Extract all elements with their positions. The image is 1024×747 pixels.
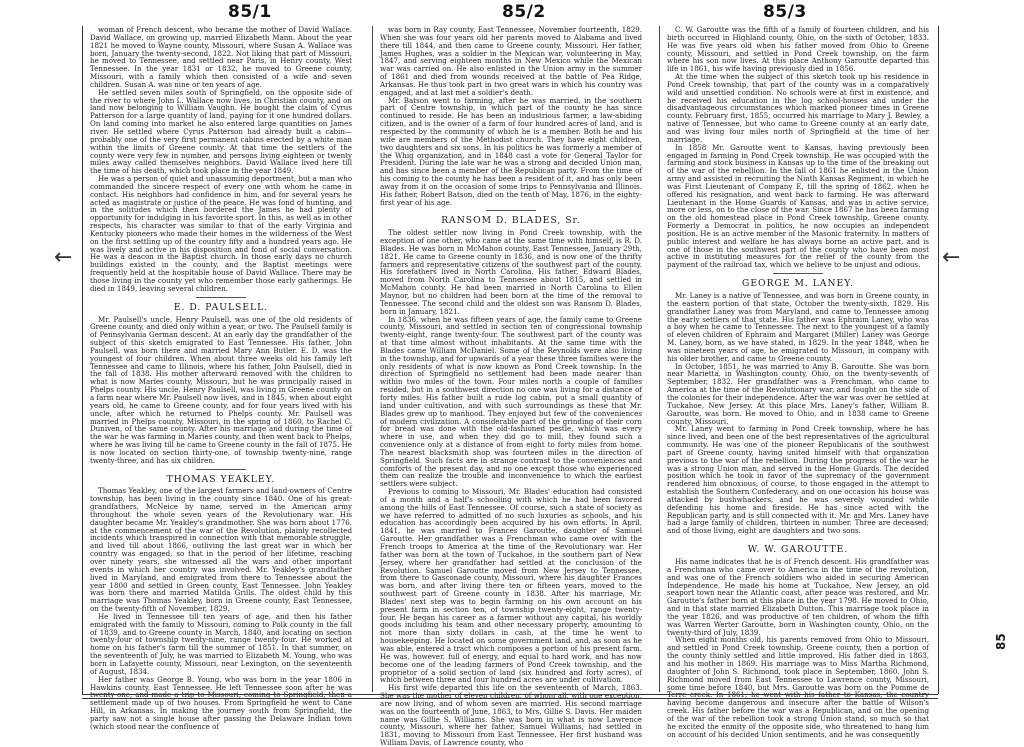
paragraph: Her father was George B. Young, who was born in the year 1806 in Hawkins county, East Tennessee. He left Tennessee soon after he was twenty-one, and made a trip to Missouri, coming to Springfield, then a settlement made up of two houses. From Springfield he went to Cane Hill, in Arkansas. In making the journey south from Springfield, the party saw not a single house after passing the Delaware Indian town (which stood near the confluence of bbox=[90, 674, 352, 731]
column-divider-1 bbox=[372, 26, 373, 692]
section-heading: GEORGE M. LANEY. bbox=[742, 278, 854, 290]
paragraph: was born in Ray county, East Tennessee, November fourteenth, 1829. When she was four years old her parents moved to Alabama and lived there till 1844, and then came to Greene county, Missouri. Her father, James Hughes, was a soldier in the Mexican war, volunteering in May, 1847, and serving eighteen months in New Mexico while the Mexican war was carried on. He also enlisted in the Union army in the summer of 1861 and died from wounds received at the battle of Pea Ridge, Arkansas. He thus took part in two great wars in which his country was engaged, and at last met a soldier's death. bbox=[380, 25, 642, 97]
page-number-left: 85/1 bbox=[228, 2, 272, 22]
page-number-right: 85/3 bbox=[763, 2, 807, 22]
paragraph: In 1858 Mr. Garoutte went to Kansas, having previously been engaged in farming in Pond Creek township. He was occupied with the farming and stock business in Kansas up to the time of the breaking out of the war of the rebellion. In the fall of 1861 he enlisted in the Union army and assisted in recruiting the Ninth Kansas Regiment, in which he was First Lieutenant of Company E, till the spring of 1862, when he offered his resignation, and went back to farming. He was afterward Lieutenant in the Home Guards of Kansas, and was in active service, more or less, on to the close of the war. Since 1867 he has been farming on the old homestead place in Pond Creek township, Greene county. Formerly a Democrat in politics, he now occupies an independent position. He is an active member of the Masonic fraternity. In matters of public interest and welfare he has always borne an active part, and is one of those in the southwest part of the county who have been most active in instituting measures for the relief of the county from the payment of the railroad tax, which we believe to be unjust and odious. bbox=[667, 142, 929, 270]
section-heading: THOMAS YEAKLEY. bbox=[166, 473, 276, 485]
paragraph: His first wife departed this life on the seventeenth of March, 1863. She was the mother of eleven children, of whom all, with one exception, are now living, and of whom seven are married. His second marriage was on the fourteenth of June, 1863, to Mrs. Gillie S. Davis. Her maiden name was Gillie S. Williams. She was born in what is now Lawrence county, Missouri, where her father, Samuel Williams, had settled in 1831, moving to Missouri from East Tennessee. Her first husband was William Davis, of Lawrence county, who bbox=[380, 683, 642, 747]
section-divider bbox=[486, 210, 536, 211]
section-divider bbox=[773, 539, 823, 540]
section-heading: E. D. PAULSELL. bbox=[173, 301, 269, 313]
side-page-number: 85 bbox=[994, 633, 1008, 650]
page-number-middle: 85/2 bbox=[502, 2, 546, 22]
section-heading: W. W. GAROUTTE. bbox=[747, 544, 849, 556]
paragraph: Mr. Laney went to farming in Pond Creek township, where he has since lived, and been one of the best representatives of the agricultural community. He was one of the pioneer Republicans of the southwest part of Greene county, having united himself with that organization previous to the war of the rebellion. During the progress of the war he was a strong Union man, and served in the Home Guards. The decided position which he took in favor of the supremacy of the government rendered him obnoxious, of course, to those engaged in the attempt to establish the Southern Confederacy, and on one occasion his house was attacked by bushwhackers, and he was severely wounded while defending his home and fireside. He has since acted with the Republican party, and is still connected with it. Mr. and Mrs. Laney have had a large family of children, thirteen in number. Three are deceased; and of those living, eight are daughters and two sons. bbox=[667, 424, 929, 536]
column-divider-2 bbox=[659, 26, 660, 692]
paragraph: woman of French descent, who became the mother of David Wallace. David Wallace, on growing up, married Elizabeth Mann. About the year 1821 he moved to Wayne county, Missouri, where Susan A. Wallace was born, January the twenty-second, 1822. Not liking that part of Missouri, he moved to Tennessee, and settled near Paris, in Henry county, West Tennessee. In the year 1831 or 1832, he moved to Greene county, Missouri, with a family which then consisted of a wife and seven children. Susan A. was nine or ten years of age. bbox=[90, 25, 352, 89]
paragraph: He lived in Tennessee till ten years of age, and then his father emigrated with the family to Missouri, coming to Polk county in the fall of 1839, and to Greene county in March, 1840, and locating on section twenty-four of township twenty-nine, range twenty-four. He worked at home on his father's farm till the summer of 1851. In that summer, on the seventeenth of July, he was married to Elizabeth M. Young, who was born in Lafayette county, Missouri, near Lexington, on the seventeenth of August, 1834. bbox=[90, 611, 352, 676]
left-arrow-icon: ← bbox=[54, 245, 73, 270]
paragraph: Mr. Paulsell's uncle, Henry Paulsell, was one of the old residents of Greene county, and died only within a year, or two. The Paulsell family is of Pennsylvania German descent. At an early day the grandfather of the subject of this sketch emigrated to East Tennessee. His father, John Paulsell, was born there and married Mary Ann Butler. E. D. was the youngest of four children. When about three weeks old his family left Tennessee and came to Illinois, where his father, John Paulsell, died in the fall of 1838. His mother afterward removed with the children to what is now Maries county, Missouri, but he was principally raised in Phelps county. His uncle, Henry Paulsell, was living in Greene county on a farm near where Mr. Paulsell now lives, and in 1845, when about eight years old, he came to Greene county, and for four years lived with his uncle, after which he returned to Phelps county. Mr. Paulsell was married in Phelps county, Missouri, in the spring of 1860, to Rachel C. Duniven, of the same county. After his marriage and during the time of the war he was farming in Maries county, and then went back to Phelps, where he was living till he came to Greene county in the fall of 1875. He is now located on section thirty-one, of township twenty-nine, range twenty-three, and has six children. bbox=[90, 314, 352, 465]
paragraph: He settled seven miles south of Springfield, on the opposite side of the river to where John L. Wallace now lives, in Christian county, and on land now belonging to William Vaughn. He bought the claim of Cyrus Patterson for a large quantity of land, paying for it one hundred dollars. On land coming into market he also entered large quantities on James river. He settled where Cyrus Patterson had already built a cabin—probably one of the very first permanent cabins erected by a white man within the limits of Greene county. At that time the settlers of the county were very few in number, and persons living eighteen or twenty miles away called themselves neighbors. David Wallace lived here till the time of his death, which took place in the year 1849. bbox=[90, 87, 352, 176]
column-left bbox=[90, 25, 352, 731]
paragraph: His name indicates that he is of French descent. His grandfather was a Frenchman who came over to America in the time of the revolution, and was one of the French soldiers who aided in securing American Independence. He made his home at Tuckahoe, New Jersey, an old seaport town near the Atlantic coast, after peace was restored, and Mr. Garoutte's father born at this place in the year 1798. He moved to Ohio, and in that state married Elizabeth Dutton. This marriage took place in the year 1826, and was productive of ten children, of whom the fifth was Warren Werter Garoutte, born in Washington county, Ohio, on the twenty-third of July, 1839. bbox=[667, 557, 929, 637]
paragraph: C. W. Garoutte was the fifth of a family of fourteen children, and his birth occurred in Highland county, Ohio, on the sixth of October, 1833. He was five years old when his father moved from Ohio to Greene county, Missouri, and settled in Pond Creek township, on the farm where his son now lives. At this place Anthony Garoutte departed this life in 1861, his wife having previously died in 1856. bbox=[667, 25, 929, 74]
paragraph: At the time when the subject of this sketch took up his residence in Pond Creek township, that part of the county was in a comparatively wild and unsettled condition. No schools were at first in existence, and he received his education in the log school-houses and under the disadvantageous circumstances which marked pioneer times in Greene county. February first, 1855, occurred his marriage to Mary J. Bewley, a native of Tennessee, but who came to Greene county at an early date, and was living four miles north of Springfield at the time of her marriage. bbox=[667, 72, 929, 144]
paragraph: In October, 1851, he was married to Amy B. Garoutte. She was born near Marietta, in Washington county, Ohio, on the twenty-seventh of September, 1832. Her grandfather was a Frenchman, who came to America at the time of the Revolutionary war, and fought on the side of the colonies for their independence. After the war was over he settled at Tuckahoe, New Jersey. At this place Mrs. Laney's father, William B. Garoutte, was born. He moved to Ohio, and in 1838 came to Greene county, Missouri. bbox=[667, 361, 929, 426]
section-divider bbox=[196, 297, 246, 298]
bottom-border bbox=[82, 694, 938, 699]
section-divider bbox=[773, 273, 823, 274]
paragraph: When eight months old, his parents removed from Ohio to Missouri, and settled in Pond Creek township, Greene county, then a portion of the county thinly settled and little improved. His father died in 1863, and his mother in 1869. His marriage was to Miss Martha Richmond, daughter of John S. Richmond, took place in September, 1860. John S. Richmond moved from East Tennessee to Lawrence county, Missouri, some time before 1840, but Mrs. Garoutte was born on the Pomme de Terre creek. In 1861, he went with his father to Kansas, the country having become dangerous and insecure after the battle of Wilson's creek. His father before the war was a Republican, and on the opening of the war of the rebellion took a strong Union stand, so much so that he excited the enmity of the opposite side, who threatened to hang him on account of his decided Union sentiments, and he was consequently bbox=[667, 635, 929, 739]
column-right bbox=[667, 25, 929, 739]
paragraph: The oldest settler now living in Pond Creek township, with the exception of one other, who came at the same time with himself, is R. D. Blades. He was born in McMahon county, East Tennessee, January 29th, 1821. He came to Greene county in 1836, and is now one of the thrifty farmers and representative citizens of the southwest part of the county. His forefathers lived in North Carolina. His father, Edward Blades, moved from North Carolina to Tennessee about 1815, and settled in McMahon county. He had been married in North Carolina to Ellen Maynor, but no children had been born at the time of the removal to Tennessee. The second child and the oldest son was Ransom D. Blades, born in January, 1821. bbox=[380, 228, 642, 316]
paragraph: Mr. Laney is a native of Tennessee, and was born in Greene county, in the eastern portion of that state, October the twenty-sixth, 1829. His grandfather Laney was from Maryland, and came to Tennessee among the early settlers of that state. His father was Ephraim Laney, who was a boy when he came to Tennessee. The next to the youngest of a family of eleven children of Ephraim and Margaret (Miller) Laney was George M. Laney, born, as we have stated, in 1829. In the year 1848, when he was nineteen years of age, he emigrated to Missouri, in company with his older brother, and came to Greene county. bbox=[667, 291, 929, 363]
right-arrow-icon: ← bbox=[942, 245, 961, 270]
paragraph: Thomas Yeakley, one of the largest farmers and land-owners of Centre township, has been living in the county since 1840. One of his great-grandfathers, McNeice by name, served in the American army throughout the whole seven years of the Revolutionary war. His daughter became Mr. Yeakley's grandmother. She was born about 1776, at the commencement of the war of the Revolution, plainly recollected incidents which transpired in connection with that memorable struggle, and lived till about 1866, outliving the last great war in which her country was engaged, so that in the period of her lifetime, reaching over ninety years, she witnessed all the wars and other important events in which her country was involved. Mr. Yeakley's grandfather lived in Maryland, and emigrated from there to Tennessee about the year 1800 and settled in Green county, East Tennessee. John Yeakley was born there and married Matilda Grills. The oldest child by this marriage was Thomas Yeakley, born in Greene county, East Tennessee, on the twenty-fifth of November, 1829. bbox=[90, 486, 352, 614]
section-heading: RANSOM D. BLADES, Sr. bbox=[441, 215, 581, 227]
document-sheet bbox=[82, 25, 939, 747]
paragraph: In 1836, when he was fifteen years of age, the family came to Greene county, Missouri, and settled in section ten of congressional township twenty-eight, range twenty-four. The southwest part of the county was at that time almost without inhabitants. At the same time with the Blades came William McDaniel. Some of the Reynolds were also living in the township, and for upwards of a year these three families were the only residents of what is now known as Pond Creek township. In the direction of Springfield no settlement had been made nearer than within two miles of the town. Four miles north a couple of families resided, but in a southwest direction no one was living for a distance of forty miles. His father built a rude log cabin, put a small quantity of land under cultivation, and with such surroundings as these that Mr. Blades grew up to manhood. They enjoyed but few of the conveniences of modern civilization. A considerable part of the grinding of their corn for bread was done with the old-fashioned pestle, which was every where in use, and when they did go to mill, they found such a convenience only at a distance of from eight to forty miles from home. The nearest blacksmith shop was fourteen miles in the direction of Springfield. Such facts are in strange contrast to the conveniences and comforts of the present day, and no one except those who experienced them can realize the trouble and inconvenience to which the earliest settlers were subject. bbox=[380, 314, 642, 489]
paragraph: Mr. Batson went to farming, after he was married, in the southern part of Centre township, in which part of the county he has since continued to reside. He has been an industrious farmer, a law-abiding citizen, and is the owner of a farm of four hundred acres of land, and is respected by the community of which he is a member. Both he and his wife are members of the Methodist church. They have eight children, two daughters and six sons. In his politics he was formerly a member of the Whig organization, and in 1848 cast a vote for General Taylor for President. During the late war he was a strong and decided Union man, and has since been a member of the Republican party. From the time of his coming to the county he has been a resident of it, and has only been away from it on the occasion of some trips to Pennsylvania and Illinois. His father, Robert Batson, died on the tenth of May, 1876, in the eighty-first year of his age. bbox=[380, 95, 642, 207]
paragraph: He was a person of quiet and unassuming deportment, but a man who commanded the sincere respect of every one with whom he came in contact. His neighbors had confidence in him, and for several years he acted as magistrate or justice of the peace. He was fond of hunting, and in the solitudes which then bordered the James he had plenty of opportunity for indulging in his favorite sport. In this, as well as in other respects, his character was similar to that of the early Virginia and Kentucky pioneers who made their homes in the wilderness of the West on the first settling up of the country fifty and a hundred years ago. He was lively and active in his disposition and fond of social conversation. He was a deacon in the Baptist church. In those early days no church buildings existed in the county, and the Baptist meetings were frequently held at the hospitable house of David Wallace. There may be those living in the county yet who remember those early gatherings. He died in 1849, leaving several children. bbox=[90, 174, 352, 293]
column-middle bbox=[380, 25, 642, 747]
paragraph: Previous to coming to Missouri, Mr. Blades' education had consisted of a month and a half's schooling with which he had been favored among the hills of East Tennessee. Of course, such a state of society as we have referred to admitted of no such luxuries as schools, and his education has accordingly been acquired by his own efforts. In April, 1841, he was married to Frances Garoutte, daughter of Samuel Garoutte. Her grandfather was a Frenchman who came over with the French troops to America at the time of the Revolutionary war. Her father was born at the town of Tuckahoe, in the southern part of New Jersey, where her grandfather had settled at the conclusion of the Revolution. Samuel Garoutte moved from New Jersey to Tennessee, from there to Gasconade county, Missouri, where his daughter Frances was born, and after living there ten or fifteen years, moved to the southwest part of Greene county in 1838. After his marriage, Mr. Blades' next step was to begin farming on his own account on his present farm in section ten, of township twenty-eight, range twenty-four. He began his career as a farmer without any capital, his worldly goods including his team and other necessary property, amounting to not more than sixty dollars in cash, at the time he went to housekeeping. He located on some government land, and, as soon as he was able, entered a tract which composes a portion of his present farm. He was, however, full of energy, and equal to hard work, and has now become one of the leading farmers of Pond Creek township, and the proprietor of a solid section of land (six hundred and forty acres), of which between three and four hundred acres are under cultivation. bbox=[380, 487, 642, 685]
section-divider bbox=[196, 469, 246, 470]
